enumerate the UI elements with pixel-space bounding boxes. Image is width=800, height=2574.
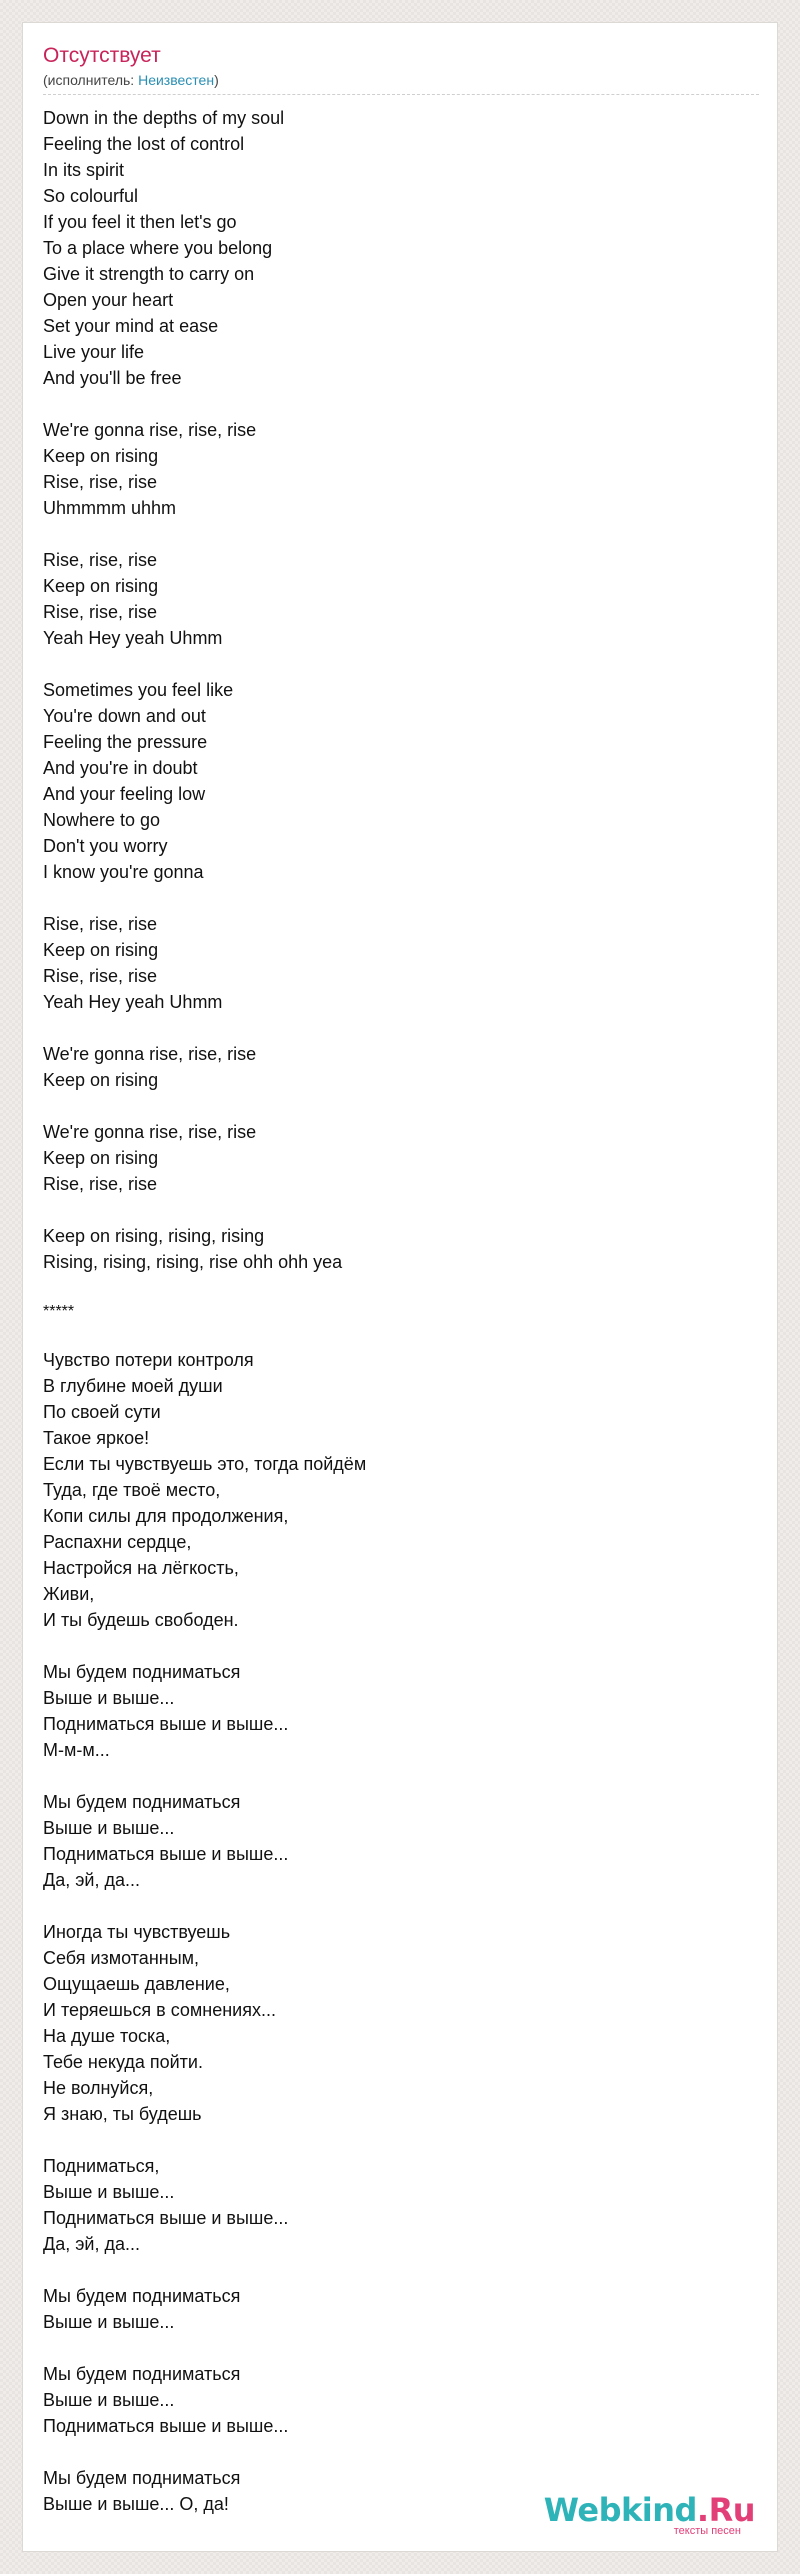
webkind-logo[interactable]	[544, 2493, 755, 2537]
lyrics-line: Feeling the pressure	[43, 732, 208, 752]
lyrics-line: Да, эй, да...	[43, 2234, 140, 2254]
lyrics-stanza	[43, 1223, 743, 1275]
lyrics-stanza	[43, 1347, 743, 1633]
lyrics-line: And you're in doubt	[43, 758, 198, 778]
artist-line	[43, 71, 219, 89]
lyrics-line: И ты будешь свободен.	[43, 1610, 239, 1630]
lyrics-line: Keep on rising	[43, 940, 159, 960]
lyrics-stanza	[43, 2283, 743, 2335]
logo-subtitle: тексты песен	[673, 2525, 741, 2537]
lyrics-line: Я знаю, ты будешь	[43, 2104, 202, 2124]
lyrics-line: In its spirit	[43, 160, 125, 180]
lyrics-line: Копи силы для продолжения,	[43, 1506, 289, 1526]
lyrics-line: Выше и выше...	[43, 1818, 175, 1838]
lyrics-line: Мы будем подниматься	[43, 1662, 241, 1682]
artist-link[interactable]: Неизвестен	[138, 72, 215, 88]
lyrics-stanza	[43, 911, 743, 1015]
lyrics-line: Если ты чувствуешь это, тогда пойдём	[43, 1454, 367, 1474]
lyrics-line: Nowhere to go	[43, 810, 161, 830]
lyrics-stanza	[43, 1041, 743, 1093]
lyrics-line: Выше и выше... О, да!	[43, 2494, 229, 2514]
lyrics-separator: *****	[43, 1303, 75, 1320]
lyrics-line: Туда, где твоё место,	[43, 1480, 221, 1500]
lyrics-line: Rise, rise, rise	[43, 914, 158, 934]
lyrics-stanza	[43, 677, 743, 885]
russian-lyrics	[43, 1347, 743, 2517]
lyrics-line: Выше и выше...	[43, 2390, 175, 2410]
artist-prefix: (исполнитель:	[43, 72, 139, 88]
lyrics-line: Такое яркое!	[43, 1428, 150, 1448]
lyrics-line: Rise, rise, rise	[43, 602, 158, 622]
lyrics-line: Rise, rise, rise	[43, 550, 158, 570]
logo-main-text: Webkind	[543, 2491, 697, 2529]
lyrics-stanza	[43, 1119, 743, 1197]
lyrics-line: Don't you worry	[43, 836, 168, 856]
lyrics-stanza	[43, 2361, 743, 2439]
lyrics-line: Настройся на лёгкость,	[43, 1558, 239, 1578]
lyrics-line: По своей сути	[43, 1402, 161, 1422]
lyrics-line: Rise, rise, rise	[43, 1174, 158, 1194]
lyrics-line: Live your life	[43, 342, 145, 362]
lyrics-line: Uhmmmm uhhm	[43, 498, 177, 518]
lyrics-line: To a place where you belong	[43, 238, 273, 258]
lyrics-line: В глубине моей души	[43, 1376, 223, 1396]
lyrics-line: You're down and out	[43, 706, 206, 726]
lyrics-line: Rise, rise, rise	[43, 472, 158, 492]
lyrics-line: Rise, rise, rise	[43, 966, 158, 986]
lyrics-line: Подниматься выше и выше...	[43, 1714, 289, 1734]
lyrics-stanza	[43, 1659, 743, 1763]
lyrics-line: Мы будем подниматься	[43, 2364, 241, 2384]
lyrics-line: Подниматься выше и выше...	[43, 2208, 289, 2228]
lyrics-line: If you feel it then let's go	[43, 212, 237, 232]
lyrics-line: Keep on rising	[43, 1070, 159, 1090]
lyrics-line: Подниматься выше и выше...	[43, 1844, 289, 1864]
lyrics-stanza	[43, 547, 743, 651]
lyrics-line: Выше и выше...	[43, 1688, 175, 1708]
lyrics-card	[22, 22, 778, 2552]
lyrics-line: Keep on rising	[43, 576, 159, 596]
lyrics-line: Себя измотанным,	[43, 1948, 200, 1968]
lyrics-body	[43, 105, 743, 2517]
lyrics-stanza	[43, 1789, 743, 1893]
lyrics-line: Ощущаешь давление,	[43, 1974, 230, 1994]
lyrics-line: So colourful	[43, 186, 139, 206]
lyrics-line: Keep on rising	[43, 446, 159, 466]
logo-tld: .Ru	[696, 2491, 755, 2529]
lyrics-line: We're gonna rise, rise, rise	[43, 420, 257, 440]
lyrics-line: Feeling the lost of control	[43, 134, 245, 154]
lyrics-line: Keep on rising	[43, 1148, 159, 1168]
song-title: Отсутствует	[43, 44, 161, 67]
lyrics-line: И теряешься в сомнениях...	[43, 2000, 276, 2020]
lyrics-line: Open your heart	[43, 290, 174, 310]
lyrics-line: We're gonna rise, rise, rise	[43, 1044, 257, 1064]
lyrics-line: Чувство потери контроля	[43, 1350, 254, 1370]
lyrics-line: Set your mind at ease	[43, 316, 219, 336]
lyrics-line: Живи,	[43, 1584, 95, 1604]
lyrics-line: And your feeling low	[43, 784, 206, 804]
artist-suffix: )	[214, 72, 219, 88]
lyrics-line: Тебе некуда пойти.	[43, 2052, 203, 2072]
lyrics-line: Yeah Hey yeah Uhmm	[43, 992, 223, 1012]
lyrics-line: На душе тоска,	[43, 2026, 171, 2046]
lyrics-line: Down in the depths of my soul	[43, 108, 285, 128]
lyrics-line: I know you're gonna	[43, 862, 204, 882]
lyrics-stanza	[43, 105, 743, 391]
lyrics-line: Выше и выше...	[43, 2182, 175, 2202]
lyrics-line: М-м-м...	[43, 1740, 110, 1760]
lyrics-line: Мы будем подниматься	[43, 2286, 241, 2306]
lyrics-line: Выше и выше...	[43, 2312, 175, 2332]
lyrics-line: Подниматься,	[43, 2156, 160, 2176]
lyrics-line: Keep on rising, rising, rising	[43, 1226, 265, 1246]
lyrics-stanza	[43, 417, 743, 521]
title-divider	[43, 94, 759, 95]
english-lyrics	[43, 105, 743, 1275]
lyrics-stanza	[43, 1919, 743, 2127]
lyrics-line: Не волнуйся,	[43, 2078, 154, 2098]
lyrics-line: We're gonna rise, rise, rise	[43, 1122, 257, 1142]
lyrics-stanza	[43, 2153, 743, 2257]
lyrics-line: And you'll be free	[43, 368, 182, 388]
lyrics-line: Мы будем подниматься	[43, 2468, 241, 2488]
lyrics-line: Give it strength to carry on	[43, 264, 255, 284]
lyrics-line: Sometimes you feel like	[43, 680, 234, 700]
lyrics-line: Подниматься выше и выше...	[43, 2416, 289, 2436]
lyrics-line: Мы будем подниматься	[43, 1792, 241, 1812]
lyrics-line: Rising, rising, rising, rise ohh ohh yea	[43, 1252, 343, 1272]
lyrics-line: Иногда ты чувствуешь	[43, 1922, 231, 1942]
lyrics-line: Yeah Hey yeah Uhmm	[43, 628, 223, 648]
lyrics-line: Да, эй, да...	[43, 1870, 140, 1890]
lyrics-line: Распахни сердце,	[43, 1532, 192, 1552]
